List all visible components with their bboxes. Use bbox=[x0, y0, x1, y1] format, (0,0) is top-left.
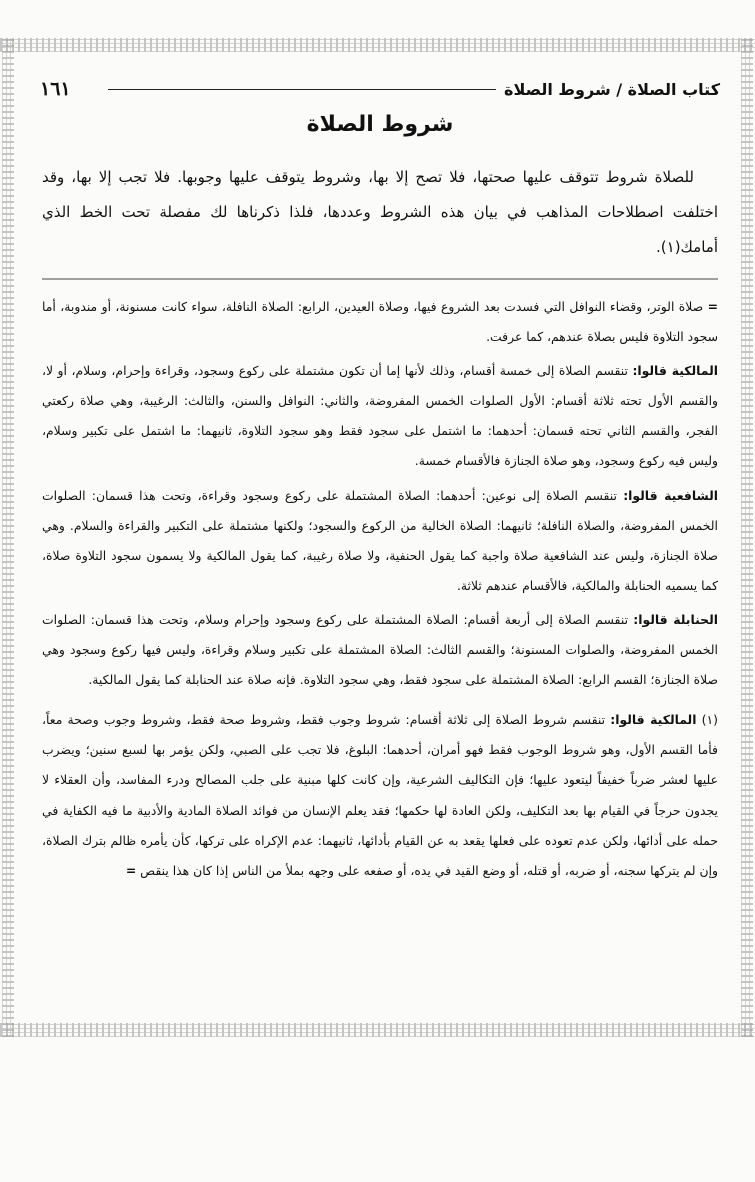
ornament-border-right bbox=[741, 38, 753, 1037]
footnote-1 bbox=[42, 705, 718, 886]
footnote-lead-hanbali: الحنابلة قالوا: bbox=[633, 611, 718, 627]
footnote-number: (١) bbox=[701, 712, 718, 728]
footnote-hanbali bbox=[42, 605, 718, 695]
footnote-shafii bbox=[42, 481, 718, 601]
page-number: ١٦١ bbox=[40, 78, 71, 100]
main-paragraph: للصلاة شروط تتوقف عليها صحتها، فلا تصح إلا بها، وشروط يتوقف عليها وجوبها. فلا تجب إلا بها، وقد اختلفت اصطلاحات المذاهب في بيان هذه الشروط وعددها، فلذا ذكرناها لك مفصلة تحت الخط الذي أمامك(١). bbox=[42, 168, 718, 256]
footnotes-block bbox=[42, 292, 718, 890]
ornament-border-left bbox=[2, 38, 14, 1037]
footnote-text-maliki: تنقسم الصلاة إلى خمسة أقسام، وذلك لأنها إما أن تكون مشتملة على ركوع وسجود، وقراءة وإحرام، وسلام، أو لا، والقسم الأول تحته ثلاثة أقسام: الأول الصلوات الخمس المفروضة، والثاني: النوافل والسنن، والثالث: الرغيبة، وهي صلاة ركعتي الفجر، والقسم الثاني تحته قسمان: أحدهما: ما اشتمل على سجود فقط وهو سجود التلاوة، ثانيهما: ما اشتمل على تكبير وسلام، وليس فيه ركوع وسجود، وهو صلاة الجنازة فالأقسام خمسة. bbox=[42, 363, 718, 469]
footnote-continuation bbox=[42, 292, 718, 352]
footnote-maliki-1 bbox=[42, 356, 718, 476]
ornament-border-bottom bbox=[0, 1023, 755, 1037]
footnote-text-shafii: تنقسم الصلاة إلى نوعين: أحدهما: الصلاة المشتملة على ركوع وسجود وقراءة، وتحت هذا قسمان: الصلوات الخمس المفروضة، والصلاة النافلة؛ ثانيهما: الصلاة الخالية من الركوع والسجود؛ ولكنها مشتملة على التكبير والقراءة والسلام. وهي صلاة الجنازة، وليس عند الشافعية صلاة واجبة كما يقول الحنفية، ولا صلاة رغيبة، كما يقول المالكية ولا يسمون سجود التلاوة صلاة، كما يسميه الحنابلة والمالكية، فالأقسام عندهم ثلاثة. bbox=[42, 487, 718, 593]
ornament-border-top bbox=[0, 38, 755, 52]
end-continuation-mark: = bbox=[125, 862, 137, 878]
footnote-divider bbox=[42, 272, 718, 286]
footnote-lead-maliki: المالكية قالوا: bbox=[632, 363, 718, 379]
continuation-mark: = bbox=[707, 299, 718, 314]
running-head bbox=[40, 74, 720, 104]
footnote-text-maliki-2: تنقسم شروط الصلاة إلى ثلاثة أقسام: شروط وجوب فقط، وشروط صحة فقط، وشروط وجوب وصحة معاً، فأما القسم الأول، وهو شروط الوجوب فقط فهو أمران، أحدهما: البلوغ، فلا تجب على الصبي، ولكن يؤمر بها لسبع سنين؛ ويضرب عليها لعشر ضرباً خفيفاً ليتعود عليها؛ فإن التكاليف الشرعية، وإن كانت كلها مبنية على جلب المصالح ودرء المفاسد، وأن العقلاء لا يجدون حرجاً في القيام بها بعد التكليف، ولكن العادة لها حكمها؛ فقد يعلم الإنسان من فوائد الصلاة المادية والأدبية ما فيه الكفاية في حمله على أدائها، ولكن عدم تعوده على فعلها يقعد به عن القيام بأدائها، ثانيهما: عدم الإكراه على تركها، كأن يأمره ظالم بترك الصلاة، وإن لم يتركها سجنه، أو ضربه، أو قتله، أو وضع القيد في يده، أو صفعه على وجهه بملأ من الناس إذا كان هذا ينقص bbox=[42, 712, 718, 878]
head-rule bbox=[108, 89, 496, 90]
section-title: شروط الصلاة bbox=[306, 112, 454, 137]
footnote-continuation-text: صلاة الوتر، وقضاء النوافل التي فسدت بعد الشروع فيها، وصلاة العيدين، الرابع: الصلاة النافلة، سواء كانت مسنونة، أو مندوبة، أما سجود التلاوة فليس بصلاة عندهم، كما عرفت. bbox=[42, 299, 718, 345]
footnote-text-hanbali: تنقسم الصلاة إلى أربعة أقسام: الصلاة المشتملة على ركوع وسجود وإحرام وسلام، وتحت هذا قسمان: الصلوات الخمس المفروضة، والصلوات المسنونة؛ والقسم الثالث: الصلاة المشتملة على تكبير وسلام وقراءة، وليس فيها ركوع وسجود وهي صلاة الجنازة؛ القسم الرابع: الصلاة المشتملة على سجود فقط، وهي سجود التلاوة. فإنه صلاة عند الحنابلة كما يقول المالكية. bbox=[42, 611, 718, 688]
footnote-lead-shafii: الشافعية قالوا: bbox=[623, 487, 718, 503]
running-head-title: كتاب الصلاة / شروط الصلاة bbox=[504, 79, 720, 99]
footnote-lead-maliki-2: المالكية قالوا: bbox=[610, 712, 697, 728]
